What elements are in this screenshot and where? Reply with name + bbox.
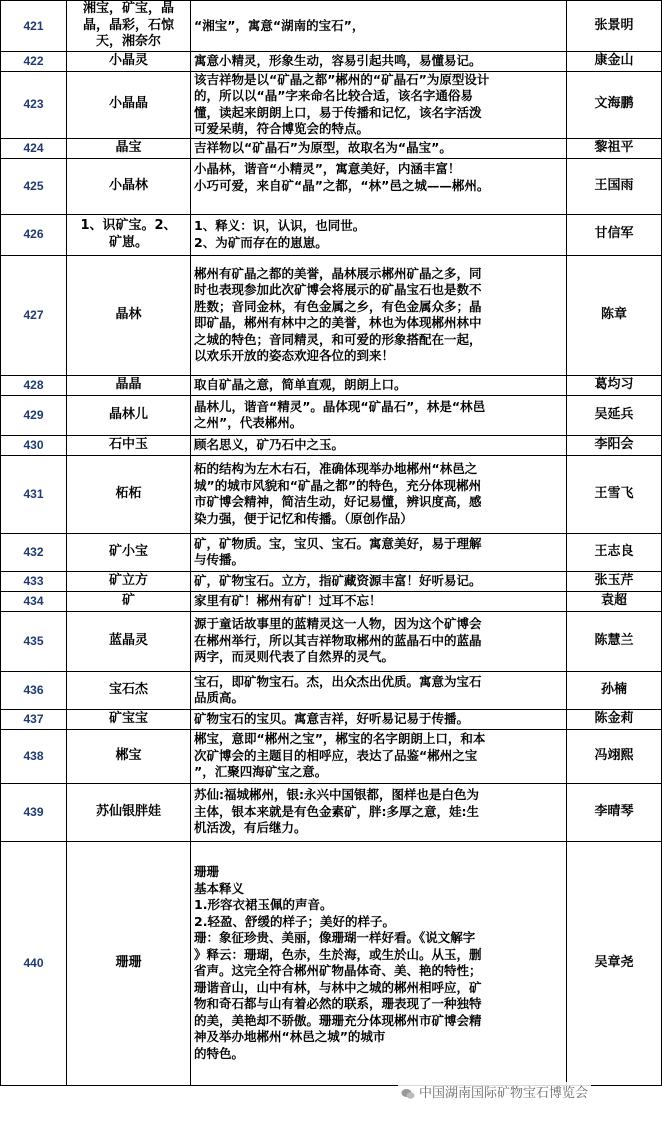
name-line: 湘宝，矿宝，晶	[82, 1, 174, 16]
mascot-description	[191, 591, 567, 611]
description-line: 在郴州举行，所以其吉祥物取郴州的蓝晶石中的蓝晶	[194, 632, 482, 648]
mascot-description	[191, 533, 567, 571]
author-name: 文海鹏	[567, 71, 662, 138]
name-line: 矿	[121, 592, 135, 608]
author-name: 孙楠	[567, 671, 662, 709]
entry-number: 435	[1, 611, 67, 671]
description-line: ”，汇聚四海矿宝之意。	[194, 764, 328, 780]
entry-number: 430	[1, 435, 67, 455]
author-name: 张玉芹	[567, 571, 662, 591]
description-line: 可爱呆萌，符合博览会的特点。	[194, 121, 370, 136]
description-line: 之州”，代表郴州。	[194, 415, 303, 430]
author-name: 吴章尧	[567, 841, 662, 1085]
mascot-description	[191, 1, 567, 52]
mascot-description	[191, 51, 567, 71]
entry-number: 422	[1, 51, 67, 71]
mascot-name	[67, 783, 191, 841]
name-line: 小晶林	[108, 177, 148, 193]
name-line: 矿崽。	[108, 234, 148, 250]
mascot-name	[67, 671, 191, 709]
entry-number: 433	[1, 571, 67, 591]
description-line: 两字，而灵则代表了自然界的灵气。	[194, 649, 395, 665]
description-line: 》释云：珊瑚，色赤，生於海，或生於山。从玉，删	[194, 946, 482, 962]
name-line: 郴宝	[115, 747, 142, 763]
entry-number: 439	[1, 783, 67, 841]
mascot-description	[191, 214, 567, 255]
mascot-name	[67, 709, 191, 729]
description-line: 该吉祥物是以“矿晶之都”郴州的“矿晶石”为原型设计	[194, 71, 490, 87]
description-line: 珊谐音山，山中有林，与林中之城的郴州相呼应，矿	[194, 979, 482, 995]
description-line: 源于童话故事里的蓝精灵这一人物，因为这个矿博会	[194, 616, 482, 632]
description-line: 家里有矿！郴州有矿！过耳不忘！	[194, 592, 382, 608]
mascot-description	[191, 783, 567, 841]
description-line: 矿，矿物质。宝，宝贝、宝石。寓意美好，易于理解	[194, 535, 482, 551]
description-line: 柘的结构为左木右石，准确体现举办地郴州“林邑之	[194, 461, 478, 476]
author-name: 王志良	[567, 533, 662, 571]
description-line: 与传播。	[194, 552, 245, 567]
author-name: 陈慧兰	[567, 611, 662, 671]
description-line: 矿物宝石的宝贝。寓意吉祥，好听易记易于传播。	[194, 710, 470, 726]
table-row	[1, 395, 662, 435]
table-row	[1, 51, 662, 71]
mascot-name	[67, 395, 191, 435]
table-row	[1, 729, 662, 783]
description-line: 次矿博会的主题目的相呼应，表达了品鉴“郴州之宝	[194, 747, 478, 763]
description-line: 苏仙:福城郴州，银:永兴中国银都，图样也是白色为	[194, 787, 479, 803]
description-line: 2、为矿而存在的崽崽。	[194, 234, 328, 250]
author-name: 吴延兵	[567, 395, 662, 435]
name-line: 宝石杰	[108, 681, 148, 697]
mascot-name	[67, 255, 191, 375]
entry-number: 438	[1, 729, 67, 783]
mascot-description	[191, 729, 567, 783]
description-line: 吉祥物以“矿晶石”为原型，故取名为“晶宝”。	[194, 139, 452, 155]
mascot-name	[67, 71, 191, 138]
mascot-description	[191, 611, 567, 671]
description-line: 晶林儿，谐音“精灵”。晶体现“矿晶石”，林是“林邑	[194, 398, 486, 414]
name-line: 柘柘	[115, 485, 142, 501]
description-line: 珊：象征珍贵、美丽，像珊瑚一样好看。《说文解字	[194, 930, 476, 945]
mascot-name	[67, 138, 191, 158]
name-line: 晶宝	[115, 139, 142, 155]
description-line: “湘宝”，寓意“湖南的宝石”，	[194, 17, 365, 33]
description-line: 1.形容衣裙玉佩的声音。	[194, 897, 333, 912]
table-row	[1, 841, 662, 1085]
author-name: 黎祖平	[567, 138, 662, 158]
entry-number: 429	[1, 395, 67, 435]
mascot-name	[67, 455, 191, 533]
entry-number: 434	[1, 591, 67, 611]
mascot-name	[67, 375, 191, 395]
name-line: 天，湘奈尔	[95, 34, 161, 49]
description-line: 以欢乐开放的姿态欢迎各位的到来！	[194, 348, 395, 363]
name-line: 晶林	[115, 306, 142, 322]
mascot-description	[191, 571, 567, 591]
entry-number: 431	[1, 455, 67, 533]
description-line: 即矿晶，郴州有林中之的美誉，林也为体现郴州林中	[194, 315, 482, 330]
description-line: 矿，矿物宝石。立方，指矿藏资源丰富！好听易记。	[194, 572, 482, 588]
description-line: 珊珊	[194, 864, 220, 879]
table-row	[1, 591, 662, 611]
table-row	[1, 571, 662, 591]
mascot-description	[191, 841, 567, 1085]
entry-number: 432	[1, 533, 67, 571]
name-line: 小晶灵	[108, 52, 148, 68]
description-line: 宝石，即矿物宝石。杰，出众杰出优质。寓意为宝石	[194, 673, 482, 689]
mascot-description	[191, 671, 567, 709]
mascot-description	[191, 435, 567, 455]
table-row	[1, 158, 662, 214]
description-line: 神及举办地郴州“林邑之城”的城市	[194, 1029, 386, 1044]
description-line: 城”的城市风貌和“矿晶之都”的特色，充分体现郴州	[194, 477, 482, 493]
mascot-name	[67, 158, 191, 214]
description-line: 基本释义	[194, 880, 245, 896]
mascot-description	[191, 138, 567, 158]
mascot-name	[67, 435, 191, 455]
table-row	[1, 671, 662, 709]
table-row	[1, 455, 662, 533]
author-name: 王雪飞	[567, 455, 662, 533]
table-row	[1, 214, 662, 255]
author-name: 冯翊熙	[567, 729, 662, 783]
description-line: 取自矿晶之意，简单直观，朗朗上口。	[194, 376, 407, 392]
mascot-name	[67, 591, 191, 611]
mascot-description	[191, 255, 567, 375]
table-row	[1, 255, 662, 375]
table-row	[1, 435, 662, 455]
entry-number: 425	[1, 158, 67, 214]
description-line: 1、释义：识，认识，也同世。	[194, 218, 366, 233]
author-name: 陈金莉	[567, 709, 662, 729]
table-row	[1, 1, 662, 52]
description-line: 主体，银本来就是有色金素矿，胖:多厚之意，娃:生	[194, 803, 479, 819]
mascot-name	[67, 841, 191, 1085]
table-row	[1, 709, 662, 729]
mascot-name	[67, 533, 191, 571]
name-line: 晶林儿	[108, 406, 148, 422]
name-line: 晶，晶彩，石惊	[82, 17, 174, 33]
author-name: 王国雨	[567, 158, 662, 214]
mascot-description	[191, 71, 567, 138]
mascot-name	[67, 51, 191, 71]
description-line: 品质高。	[194, 690, 245, 705]
entry-number: 424	[1, 138, 67, 158]
table-row	[1, 533, 662, 571]
description-line: 的特色。	[194, 1045, 245, 1061]
entry-number: 440	[1, 841, 67, 1085]
description-line: 市矿博会精神，简洁生动，好记易懂，辨识度高，感	[194, 494, 482, 509]
name-line: 1、识矿宝。2、	[80, 218, 177, 233]
description-line: 染力强，便于记忆和传播。（原创作品）	[194, 510, 413, 526]
mascot-description	[191, 709, 567, 729]
description-line: 小巧可爱，来自矿“晶”之都，“林”邑之城——郴州。	[194, 177, 490, 193]
description-line: 物和奇石都与山有着必然的联系，珊表现了一种独特	[194, 996, 482, 1011]
entry-number: 428	[1, 375, 67, 395]
description-line: 时也表现参加此次矿博会将展示的矿晶宝石也是数不	[194, 282, 482, 297]
entry-number: 437	[1, 709, 67, 729]
author-name: 甘信军	[567, 214, 662, 255]
watermark-text: 中国湖南国际矿物宝石博览会	[419, 1086, 589, 1101]
table-row	[1, 71, 662, 138]
description-line: 顾名思义，矿乃石中之玉。	[194, 436, 345, 452]
author-name: 张景明	[567, 1, 662, 52]
description-line: 小晶林，谐音“小精灵”，寓意美好，内涵丰富！	[194, 161, 461, 177]
mascot-name	[67, 571, 191, 591]
table-row	[1, 375, 662, 395]
mascot-description	[191, 395, 567, 435]
table-row	[1, 783, 662, 841]
mascot-name	[67, 1, 191, 52]
mascot-description	[191, 158, 567, 214]
description-line: 之城的特色；音同精灵，和可爱的形象搭配在一起，	[194, 331, 482, 347]
description-line: 的美，美艳却不骄傲。珊珊充分体现郴州市矿博会精	[194, 1012, 482, 1028]
name-line: 珊珊	[115, 954, 142, 970]
name-line: 矿立方	[108, 572, 148, 588]
description-line: 懂，读起来朗朗上口，易于传播和记忆，该名字活泼	[194, 104, 482, 120]
mascot-description	[191, 375, 567, 395]
wechat-icon	[401, 1088, 415, 1100]
description-line: 省声。这完全符合郴州矿物晶体奇、美、艳的特性；	[194, 963, 482, 978]
entry-number: 427	[1, 255, 67, 375]
description-line: 机活泼，有后继力。	[194, 820, 307, 836]
author-name: 袁超	[567, 591, 662, 611]
mascot-name	[67, 729, 191, 783]
watermark	[398, 1082, 591, 1101]
name-line: 小晶晶	[108, 96, 148, 112]
author-name: 陈章	[567, 255, 662, 375]
author-name: 康金山	[567, 51, 662, 71]
description-line: 郴宝，意即“郴州之宝”，郴宝的名字朗朗上口，和本	[194, 731, 486, 747]
description-line: 郴州有矿晶之都的美誉，晶林展示郴州矿晶之多，同	[194, 265, 482, 281]
description-line	[194, 194, 563, 211]
name-line: 晶晶	[115, 376, 142, 392]
mascot-name	[67, 214, 191, 255]
author-name: 李晴琴	[567, 783, 662, 841]
table-row	[1, 611, 662, 671]
description-line: 寓意小精灵，形象生动，容易引起共鸣，易懂易记。	[194, 52, 482, 68]
description-line: 胜数；音同金林，有色金属之乡，有色金属众多；晶	[194, 298, 482, 314]
name-line: 矿小宝	[108, 543, 148, 559]
name-line: 苏仙银胖娃	[95, 803, 161, 819]
entry-number: 426	[1, 214, 67, 255]
entry-number: 436	[1, 671, 67, 709]
description-line: 2.轻盈、舒缓的样子；美好的样子。	[194, 913, 395, 929]
entry-number: 423	[1, 71, 67, 138]
name-line: 矿宝宝	[108, 710, 148, 726]
mascot-name	[67, 611, 191, 671]
table-row	[1, 138, 662, 158]
name-line: 蓝晶灵	[108, 632, 148, 648]
name-line: 石中玉	[108, 436, 148, 452]
author-name: 李阳会	[567, 435, 662, 455]
description-line: 的，所以以“晶”字来命名比较合适，该名字通俗易	[194, 88, 473, 103]
entry-number: 421	[1, 1, 67, 52]
author-name: 葛均习	[567, 375, 662, 395]
mascot-description	[191, 455, 567, 533]
